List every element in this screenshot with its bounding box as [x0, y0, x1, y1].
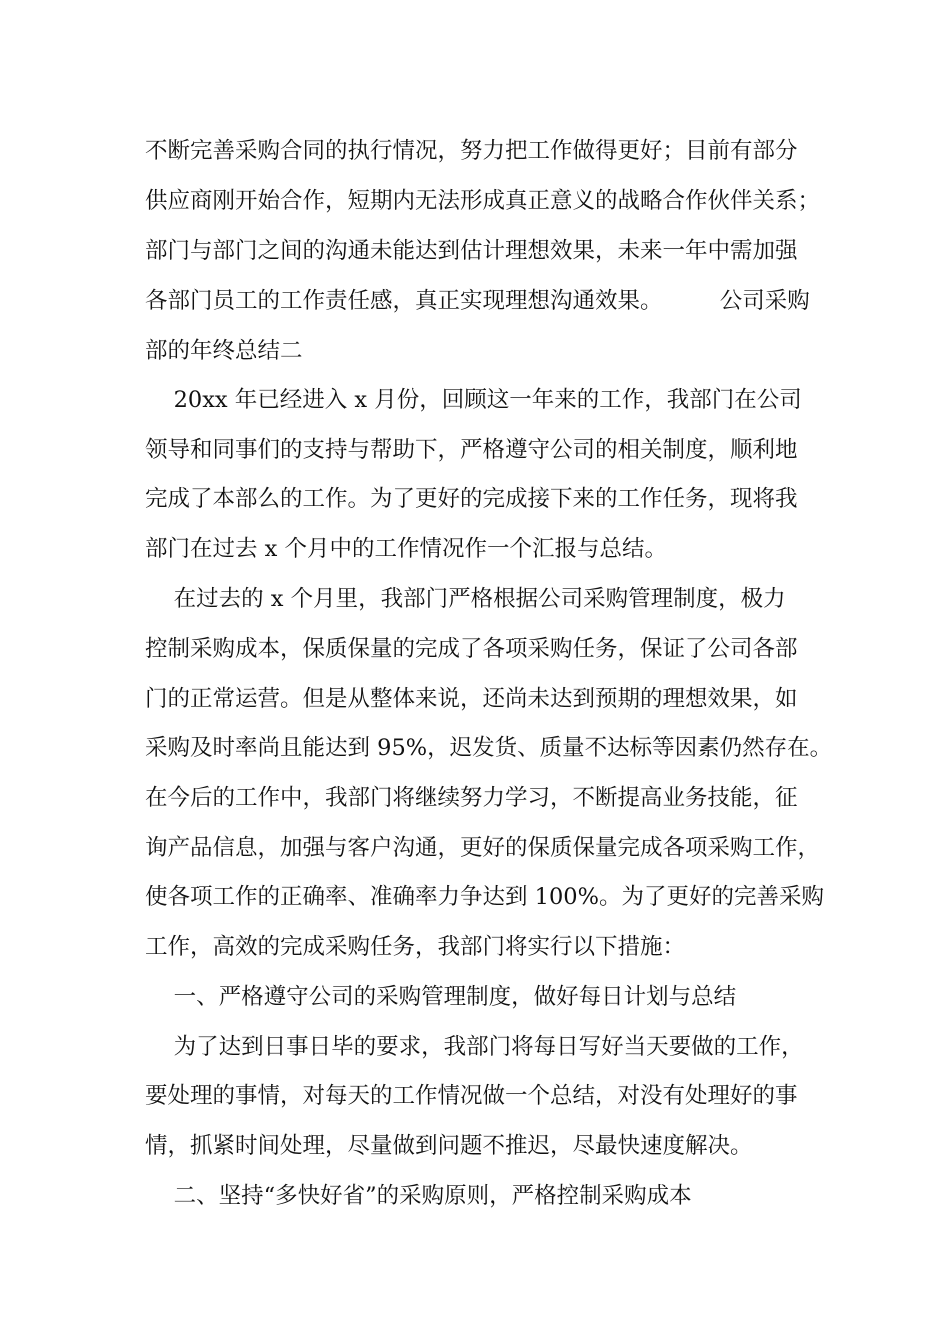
text-line: 在过去的 x 个月里，我部门严格根据公司采购管理制度，极力 [145, 586, 786, 612]
text-line: 不断完善采购合同的执行情况，努力把工作做得更好；目前有部分 [145, 138, 798, 164]
text-line: 20xx 年已经进入 x 月份，回顾这一年来的工作，我部门在公司 [145, 387, 802, 413]
text-line: 要处理的事情，对每天的工作情况做一个总结，对没有处理好的事 [145, 1083, 798, 1109]
text-line: 在今后的工作中，我部门将继续努力学习，不断提高业务技能，征 [145, 785, 798, 811]
text-line: 完成了本部么的工作。为了更好的完成接下来的工作任务，现将我 [145, 486, 798, 512]
list-heading: 二、坚持“多快好省”的采购原则，严格控制采购成本 [145, 1183, 692, 1209]
text-line: 供应商刚开始合作，短期内无法形成真正意义的战略合作伙伴关系； [145, 188, 821, 214]
text-line: 工作，高效的完成采购任务，我部门将实行以下措施： [145, 934, 686, 960]
text-line: 部门与部门之间的沟通未能达到估计理想效果，未来一年中需加强 [145, 238, 798, 264]
text-line: 门的正常运营。但是从整体来说，还尚未达到预期的理想效果，如 [145, 686, 798, 712]
text-line: 部门在过去 x 个月中的工作情况作一个汇报与总结。 [145, 536, 667, 562]
text-line: 询产品信息，加强与客户沟通，更好的保质保量完成各项采购工作， [145, 835, 821, 861]
section-heading: 部的年终总结二 [145, 338, 303, 364]
text-line: 采购及时率尚且能达到 95%，迟发货、质量不达标等因素仍然存在。 [145, 735, 833, 761]
text-line: 各部门员工的工作责任感，真正实现理想沟通效果。 公司采购 [145, 288, 810, 314]
text-line: 使各项工作的正确率、准确率力争达到 100%。为了更好的完善采购 [145, 884, 824, 910]
list-heading: 一、严格遵守公司的采购管理制度，做好每日计划与总结 [145, 984, 737, 1010]
text-line: 情，抓紧时间处理，尽量做到问题不推迟，尽最快速度解决。 [145, 1133, 753, 1159]
text-line: 领导和同事们的支持与帮助下，严格遵守公司的相关制度，顺利地 [145, 437, 798, 463]
text-line: 控制采购成本，保质保量的完成了各项采购任务，保证了公司各部 [145, 636, 798, 662]
text-line: 为了达到日事日毕的要求，我部门将每日写好当天要做的工作， [145, 1034, 804, 1060]
